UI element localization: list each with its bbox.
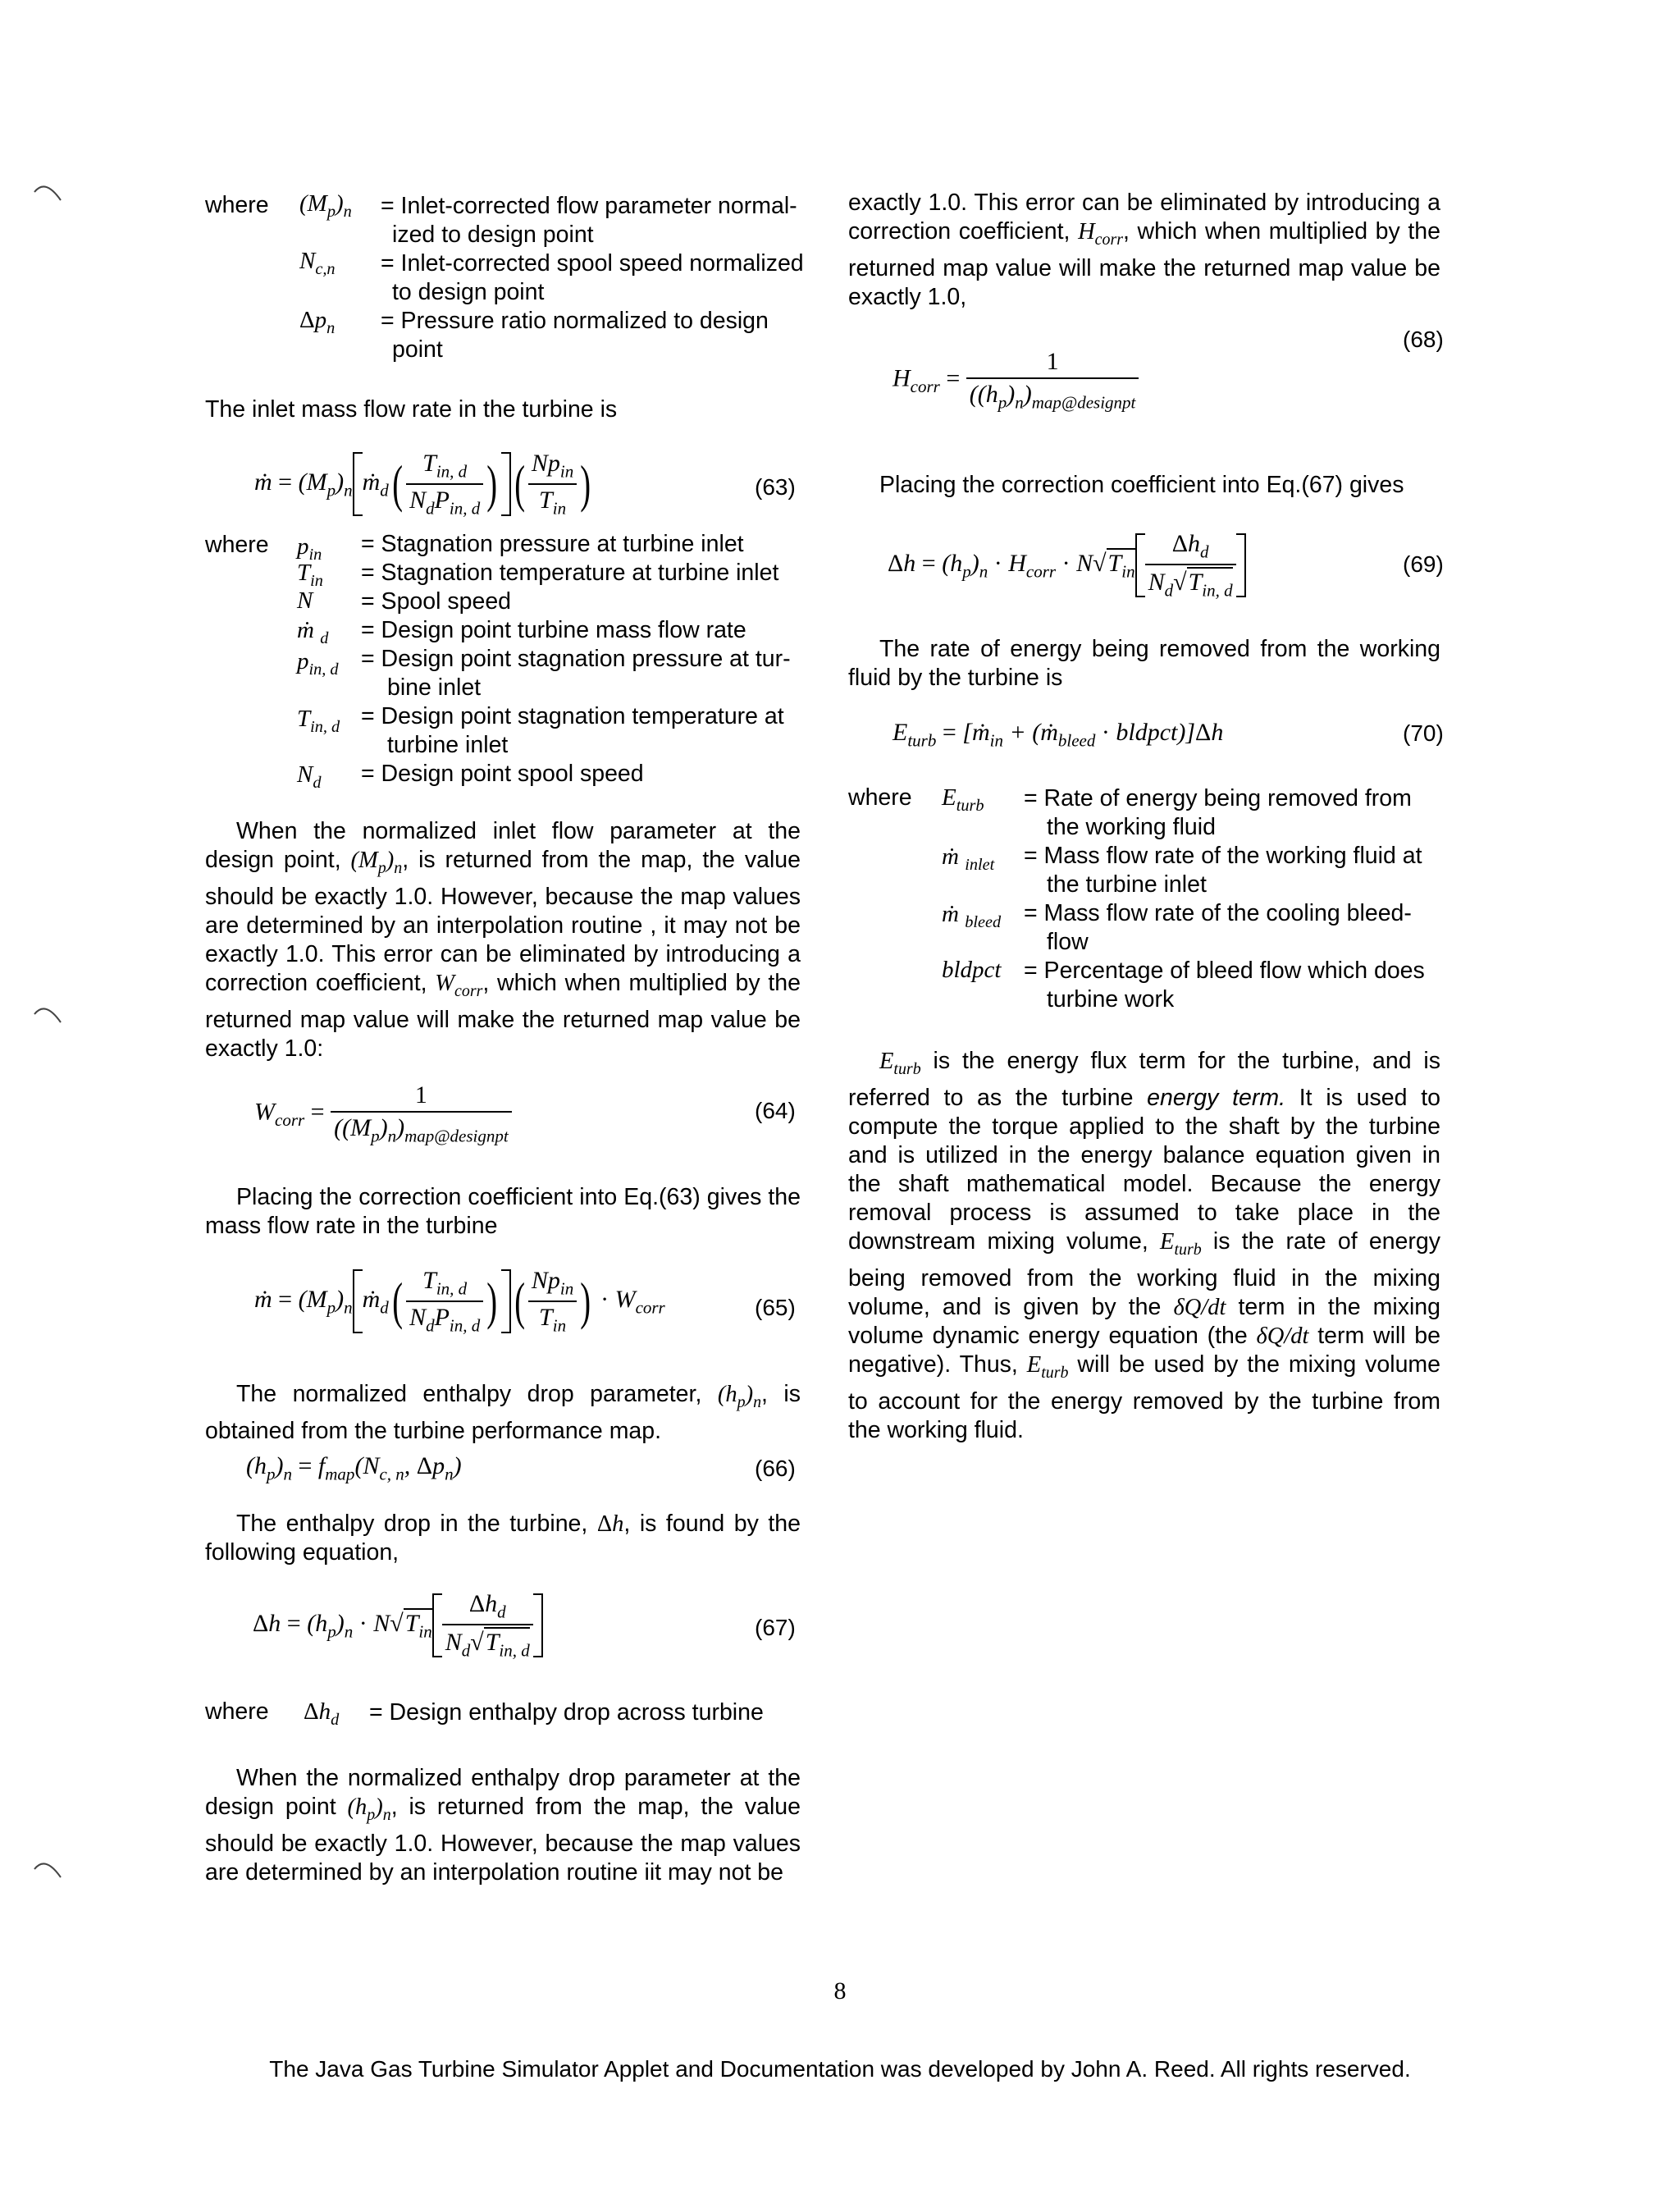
paragraph: When the normalized enthalpy drop parameter at the design point $(h_p)_n$, is returned from the map, the value should be exactly 1.0. However, because the map values are determined by an interpolation routine iit may not be: [205, 1765, 801, 1886]
definition-text: ized to design point: [392, 222, 594, 248]
paragraph: The inlet mass flow rate in the turbine is: [205, 396, 618, 423]
definition-text: = Design point spool speed: [361, 761, 644, 787]
equation-67: $\Delta h = (h_p)_n \cdot N√T_{in}$ $\frac{\Delta h_d}{N_d√T_{in, d}}$: [253, 1590, 543, 1662]
symbol-tin: $T_{in}$: [297, 560, 323, 591]
symbol-dhd: $\Delta h_d$: [304, 1698, 340, 1730]
definition-text: = Stagnation pressure at turbine inlet: [361, 531, 744, 557]
page-number: 8: [833, 1977, 847, 2004]
where-label: where: [205, 532, 269, 558]
scan-mark-middle: [33, 1004, 62, 1026]
definition-text: = Mass flow rate of the cooling bleed-: [1024, 900, 1412, 926]
scan-mark-top: [33, 182, 62, 203]
equation-64: $W_{corr}$ = $\frac{1}{((M_p)_n)_{map@designpt}}$: [254, 1081, 512, 1146]
footer-copyright: The Java Gas Turbine Simulator Applet and Documentation was developed by John A. Reed. All rights reserved.: [269, 2056, 1411, 2082]
definition-text: flow: [1047, 929, 1089, 955]
symbol-minlet: ṁ $_{inlet}$: [942, 843, 995, 875]
paragraph: The rate of energy being removed from the working fluid by the turbine is: [848, 636, 1440, 691]
paragraph: The enthalpy drop in the turbine, Δh, is found by the following equation,: [205, 1511, 801, 1566]
symbol-nc-n: $N_{c,n}$: [299, 248, 336, 279]
symbol-pin-d: $p_{in, d}$: [297, 648, 339, 679]
equation-number: (69): [1403, 551, 1444, 577]
equation-69: $\Delta h = (h_p)_n \cdot H_{corr} \cdot N√T_{in}$ $\frac{\Delta h_d}{N_d√T_{in, d}}$: [888, 530, 1246, 601]
definition-text: = Inlet-corrected flow parameter normal-: [381, 193, 797, 219]
equation-63: ṁ = $(M_p)_n$ ṁ$_d$( $\frac{T_{in, d}}{N_dP_{in, d}}$ ) ( $\frac{Np_{in}}{T_{in}}$ ): [254, 450, 591, 519]
symbol-pin: $p_{in}$: [297, 533, 322, 565]
symbol-eturb: $E_{turb}$: [942, 784, 984, 816]
definition-text: = Inlet-corrected spool speed normalized: [381, 250, 804, 277]
equation-65: ṁ = $(M_p)_n$ ṁ$_d$( $\frac{T_{in, d}}{N_dP_{in, d}}$ ) ( $\frac{Np_{in}}{T_{in}}$ ) · $W_{corr}$: [254, 1267, 665, 1336]
equation-number: (63): [755, 474, 796, 500]
equation-70: $E_{turb}$ = [ṁ$_{in}$ + (ṁ$_{bleed}$ · bldpct)]Δh: [892, 719, 1224, 751]
symbol-dp-n: $\Delta p_n$: [299, 307, 336, 338]
paragraph: Placing the correction coefficient into Eq.(63) gives the mass flow rate in the turbine: [205, 1184, 801, 1239]
definition-text: = Spool speed: [361, 588, 512, 615]
where-label: where: [205, 1698, 269, 1725]
paragraph: exactly 1.0. This error can be eliminated by introducing a correction coefficient, $H_{corr}$, which when multiplied by the returned map value will make the returned map value be exactly 1.0,: [848, 190, 1440, 310]
symbol-n: N: [297, 587, 313, 614]
symbol-mbleed: ṁ $_{bleed}$: [942, 901, 1002, 932]
paragraph: Placing the correction coefficient into Eq.(67) gives: [879, 472, 1404, 498]
definition-text: the turbine inlet: [1047, 871, 1207, 898]
definition-text: = Percentage of bleed flow which does: [1024, 958, 1425, 984]
where-label: where: [848, 784, 912, 811]
definition-text: the working fluid: [1047, 814, 1216, 840]
equation-68: $H_{corr}$ = $\frac{1}{((h_p)_n)_{map@designpt}}$: [892, 348, 1139, 413]
definition-text: = Stagnation temperature at turbine inlet: [361, 560, 779, 586]
symbol-bldpct: bldpct: [942, 957, 1002, 983]
scan-mark-bottom: [33, 1859, 62, 1881]
equation-number: (65): [755, 1295, 796, 1320]
equation-number: (66): [755, 1456, 796, 1481]
definition-text: = Mass flow rate of the working fluid at: [1024, 843, 1422, 869]
symbol-mp-n: $(M_p)_n$: [299, 190, 352, 222]
definition-text: turbine inlet: [387, 732, 509, 758]
equation-number: (67): [755, 1615, 796, 1640]
paragraph: $E_{turb}$ is the energy flux term for the turbine, and is referred to as the turbine energy term. It is used to compute the torque applied to the shaft by the turbine and is utilized in the energy balance equation given in the shaft mathematical model. Because the energy removal process is assumed to take place in the downstream mixing volume, $E_{turb}$ is the rate of energy being removed from the working fluid in the mixing volume, and is given by the δQ/dt term in the mixing volume dynamic energy equation (the δQ/dt term will be negative). Thus, $E_{turb}$ will be used by the mixing volume to account for the energy removed by the turbine from the working fluid.: [848, 1048, 1441, 1443]
symbol-nd: $N_d$: [297, 761, 322, 793]
definition-text: = Rate of energy being removed from: [1024, 785, 1412, 811]
definition-text: to design point: [392, 279, 545, 305]
definition-text: turbine work: [1047, 986, 1175, 1013]
paragraph: When the normalized inlet flow parameter at the design point, $(M_p)_n$, is returned from the map, the value should be exactly 1.0. However, because the map values are determined by an interpolation routine , it may not be exactly 1.0. This error can be eliminated by introducing a correction coefficient, $W_{corr}$, which when multiplied by the returned map value will make the returned map value be exactly 1.0:: [205, 818, 801, 1062]
definition-text: point: [392, 336, 443, 363]
definition-text: bine inlet: [387, 674, 482, 701]
equation-number: (64): [755, 1098, 796, 1123]
equation-number: (68): [1403, 327, 1444, 352]
equation-66: $(h_p)_n = f_{map}(N_{c, n}$, $\Delta p_n$): [246, 1452, 462, 1484]
definition-text: = Design enthalpy drop across turbine: [369, 1699, 764, 1726]
symbol-md: ṁ $_d$: [297, 617, 329, 648]
paragraph: The normalized enthalpy drop parameter, $(h_p)_n$, is obtained from the turbine performance map.: [205, 1381, 801, 1444]
equation-number: (70): [1403, 720, 1444, 746]
where-label: where: [205, 192, 269, 218]
definition-text: = Pressure ratio normalized to design: [381, 308, 769, 334]
definition-text: = Design point stagnation pressure at tur-: [361, 646, 791, 672]
symbol-tin-d: $T_{in, d}$: [297, 706, 340, 737]
definition-text: = Design point turbine mass flow rate: [361, 617, 746, 643]
definition-text: = Design point stagnation temperature at: [361, 703, 784, 729]
